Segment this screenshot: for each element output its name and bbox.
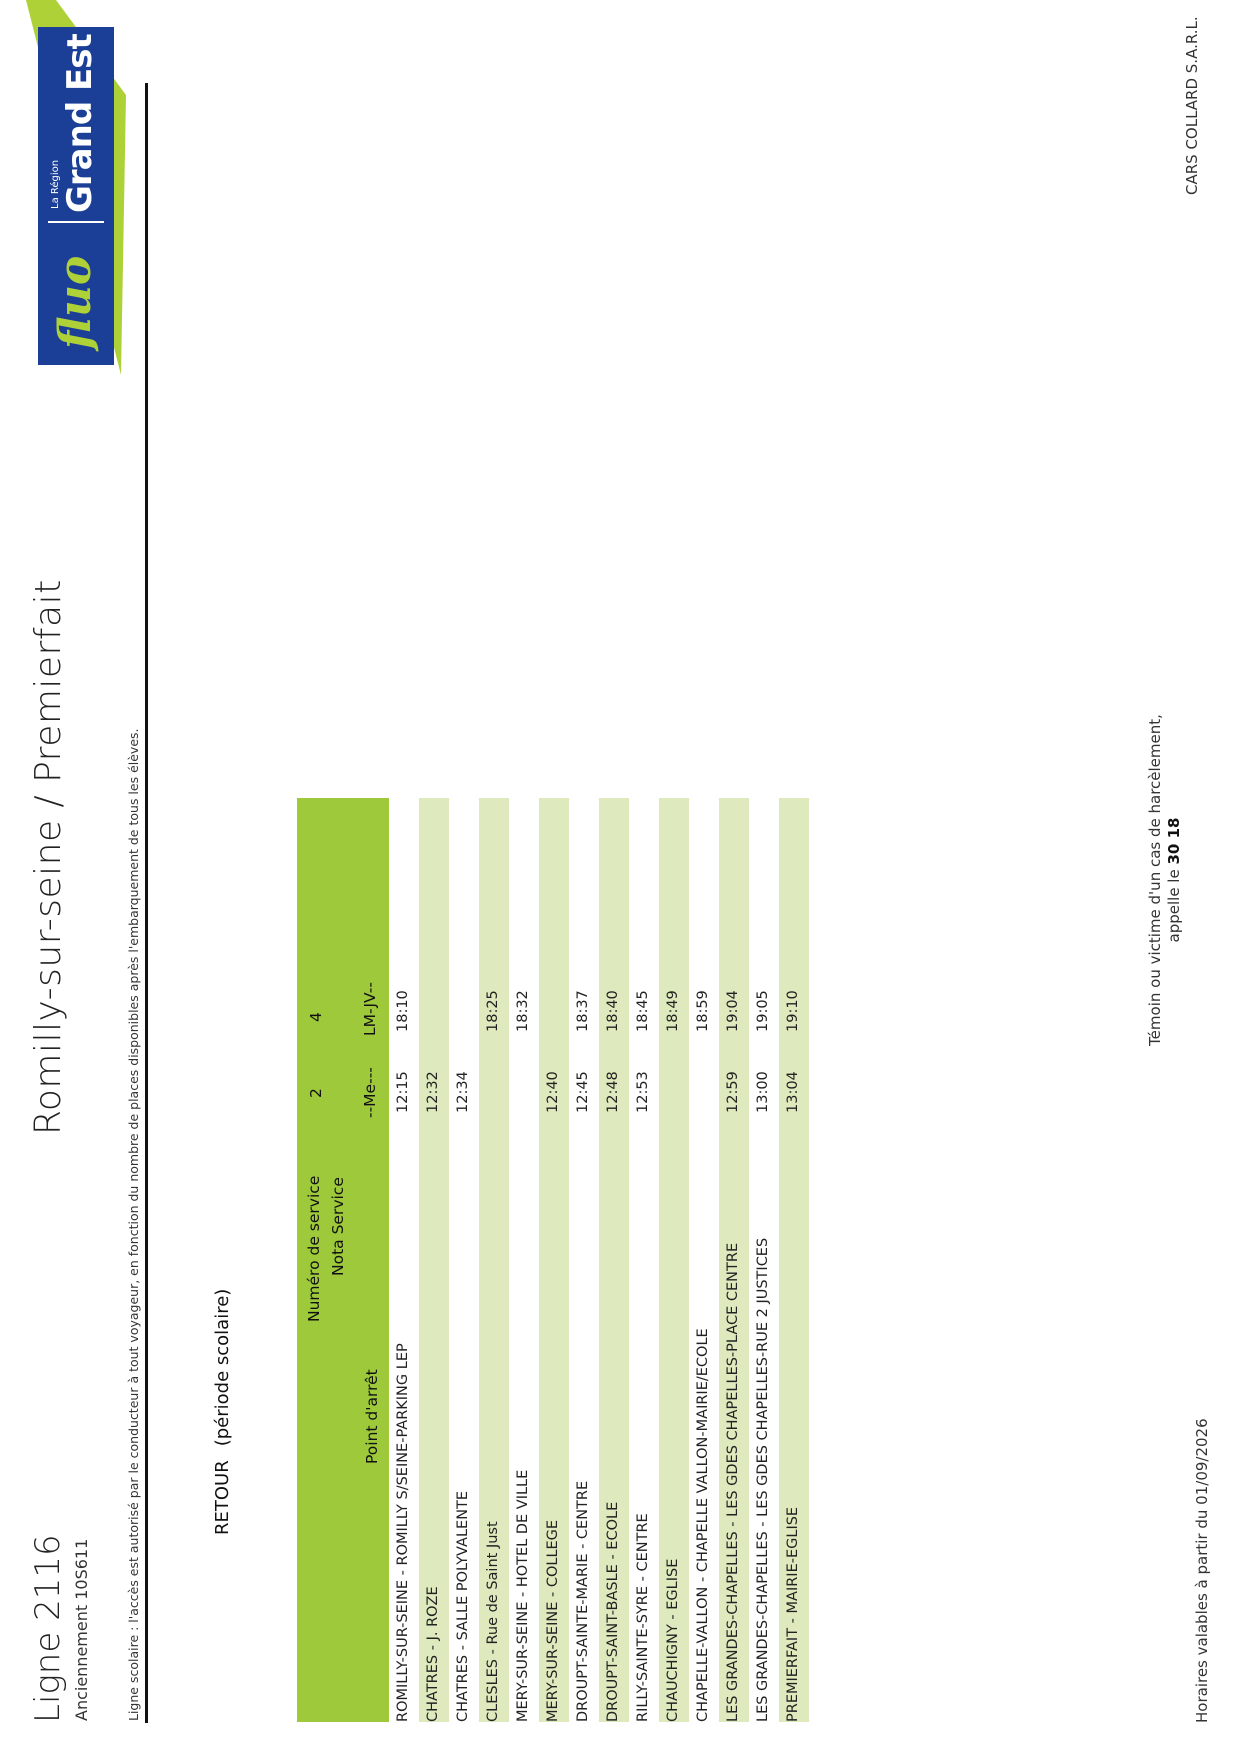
time-service-4: 18:40 [605, 990, 621, 1032]
table-row [569, 798, 599, 1722]
table-row [599, 798, 629, 1722]
line-title: Ligne 2116 [28, 1534, 68, 1723]
school-line-notice: Ligne scolaire : l'accès est autorisé par le conducteur à tout voyageur, en fonction du nombre de places disponibles après l'embarquement de tous les élèves. [126, 728, 141, 1721]
timetable [297, 798, 809, 1722]
validity-note: Horaires valables à partir du 01/09/2026 [1193, 1418, 1211, 1723]
operator-name: CARS COLLARD S.A.R.L. [1183, 16, 1201, 195]
helpline-call [1165, 645, 1184, 1115]
stop-name: CLESLES - Rue de Saint Just [485, 1521, 501, 1722]
time-service-4: 19:04 [725, 990, 741, 1032]
time-service-4: 18:37 [575, 990, 591, 1032]
time-service-4: 18:10 [395, 990, 411, 1032]
stop-name: PREMIERFAIT - MAIRIE-EGLISE [785, 1506, 801, 1722]
service-days-2: --Me--- [361, 1067, 379, 1118]
stop-name: ROMILLY-SUR-SEINE - ROMILLY S/SEINE-PARKING LEP [395, 1343, 411, 1722]
table-row [389, 798, 419, 1722]
stop-name: DROUPT-SAINTE-MARIE - CENTRE [575, 1480, 591, 1722]
direction-heading [212, 1289, 233, 1535]
header-divider [145, 83, 148, 1723]
harassment-helpline [1146, 645, 1184, 1115]
table-row [749, 798, 779, 1722]
stop-name: CHATRES - J. ROZE [425, 1586, 441, 1722]
table-row [449, 798, 479, 1722]
stop-column-header: Point d'arrêt [363, 1369, 381, 1464]
stop-name: CHAUCHIGNY - EGLISE [665, 1558, 681, 1722]
helpline-number: 30 18 [1165, 817, 1183, 865]
former-line-name: Anciennement 10S611 [72, 1538, 91, 1721]
stop-name: MERY-SUR-SEINE - HOTEL DE VILLE [515, 1469, 531, 1722]
fluo-brand: fluo [50, 255, 101, 349]
stop-name: LES GRANDES-CHAPELLES - LES GDES CHAPELLES-RUE 2 JUSTICES [755, 1237, 771, 1722]
route-title: Romilly-sur-seine / Premierfait [28, 579, 69, 1135]
direction-label: RETOUR [212, 1460, 233, 1535]
table-row [509, 798, 539, 1722]
stop-name: LES GRANDES-CHAPELLES - LES GDES CHAPELLES-PLACE CENTRE [725, 1242, 741, 1722]
table-row [629, 798, 659, 1722]
time-service-2: 12:34 [455, 1071, 471, 1113]
time-service-4: 18:32 [515, 990, 531, 1032]
time-service-2: 13:00 [755, 1071, 771, 1113]
helpline-text: Témoin ou victime d'un cas de harcèlement, [1146, 714, 1164, 1046]
region-label-big: Grand Est [60, 34, 100, 213]
stop-name: DROUPT-SAINT-BASLE - ECOLE [605, 1501, 621, 1722]
time-service-2: 12:40 [545, 1071, 561, 1113]
time-service-2: 13:04 [785, 1071, 801, 1113]
timetable-header [297, 798, 389, 1722]
stop-name: RILLY-SAINTE-SYRE - CENTRE [635, 1513, 651, 1722]
table-row [689, 798, 719, 1722]
table-row [419, 798, 449, 1722]
time-service-2: 12:45 [575, 1071, 591, 1113]
time-service-2: 12:15 [395, 1071, 411, 1113]
table-row [539, 798, 569, 1722]
time-service-4: 19:05 [755, 990, 771, 1032]
service-number-2: 2 [307, 1088, 325, 1098]
helpline-prefix: appelle le [1165, 869, 1183, 943]
time-service-2: 12:32 [425, 1071, 441, 1113]
region-label-small: La Région [50, 159, 61, 209]
table-row [719, 798, 749, 1722]
time-service-2: 12:53 [635, 1071, 651, 1113]
stop-name: CHAPELLE-VALLON - CHAPELLE VALLON-MAIRIE/ECOLE [695, 1328, 711, 1722]
time-service-4: 18:49 [665, 990, 681, 1032]
stop-name: CHATRES - SALLE POLYVALENTE [455, 1490, 471, 1722]
service-number-4: 4 [307, 1012, 325, 1022]
stop-name: MERY-SUR-SEINE - COLLEGE [545, 1519, 561, 1722]
time-service-2: 12:48 [605, 1071, 621, 1113]
table-row [659, 798, 689, 1722]
service-number-label: Numéro de service [305, 1175, 323, 1322]
nota-service-label: Nota Service [329, 1177, 347, 1276]
table-row [479, 798, 509, 1722]
time-service-2: 12:59 [725, 1071, 741, 1113]
logo-separator [48, 221, 104, 223]
table-row [779, 798, 809, 1722]
time-service-4: 18:59 [695, 990, 711, 1032]
service-days-4: LM-JV-- [361, 982, 379, 1036]
direction-period: (période scolaire) [212, 1288, 233, 1447]
time-service-4: 18:45 [635, 990, 651, 1032]
time-service-4: 19:10 [785, 990, 801, 1032]
time-service-4: 18:25 [485, 990, 501, 1032]
